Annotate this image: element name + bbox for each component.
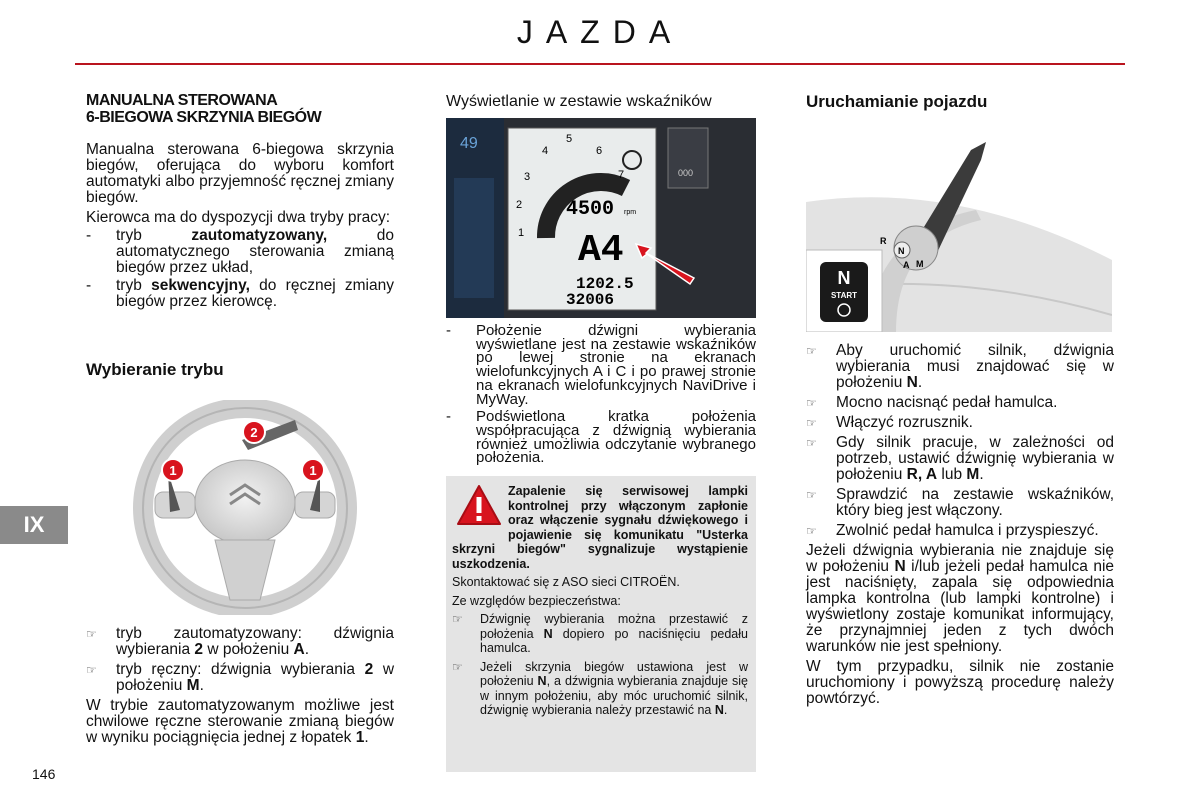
- hand-pointer-icon: ☞: [806, 344, 817, 358]
- gauge-scale-4: 4: [542, 145, 549, 157]
- lever-label-a: A: [903, 260, 910, 270]
- warning-bold-text: Zapalenie się serwisowej lampki kontrolnej przy włączonym zapłonie oraz włączenie sygnału dźwiękowego i pojawienie się komunikatu "Usterka skrzyni biegów" sygnalizuje wystąpienie uszkodzenia.: [452, 484, 748, 571]
- lever-label-r: R: [880, 236, 887, 246]
- mode-item-sequential: - tryb sekwencyjny, do ręcznej zmiany biegów przez kierowcę.: [86, 277, 394, 310]
- wheel-callout-1-left: 1: [169, 463, 177, 478]
- left-panel-number: 49: [460, 135, 478, 152]
- gauge-scale-2: 2: [516, 199, 523, 211]
- wheel-callout-2: 2: [250, 425, 258, 440]
- list-item: ☞ Aby uruchomić silnik, dźwignia wybierania musi znajdować się w położeniu N.: [806, 342, 1114, 391]
- trip-value: 1202.5: [576, 275, 634, 293]
- list-item: ☞ Zwolnić pedał hamulca i przyspieszyć.: [806, 522, 1099, 539]
- column-2-text: [446, 324, 756, 465]
- warning-box: [446, 476, 756, 772]
- list-item: ☞ Mocno nacisnąć pedał hamulca.: [806, 394, 1058, 411]
- gear-indicator: A4: [578, 229, 624, 272]
- modes-paragraph: Kierowca ma do dyspozycji dwa tryby pracy:: [86, 209, 391, 226]
- list-item: ☞ Sprawdzić na zestawie wskaźników, który bieg jest włączony.: [806, 486, 1114, 519]
- display-side-button: 000: [678, 168, 694, 178]
- retry-paragraph: W tym przypadku, silnik nie zostanie uruchomiony i powyższą procedurę należy powtórzyć.: [806, 658, 1114, 707]
- gear-lever-illustration: [806, 140, 1112, 332]
- hand-pointer-icon: ☞: [806, 396, 817, 410]
- hand-pointer-icon: ☞: [806, 524, 817, 538]
- gauge-scale-5: 5: [566, 133, 573, 145]
- start-badge-word: START: [830, 291, 858, 300]
- header-divider: [75, 63, 1125, 65]
- instrument-cluster-display: [446, 118, 756, 318]
- section-title-line2: 6-BIEGOWA SKRZYNIA BIEGÓW: [86, 109, 322, 126]
- gauge-scale-6: 6: [596, 145, 603, 157]
- column-3-text: [806, 343, 1114, 707]
- warning-list-item: ☞ Dźwignię wybierania można przestawić z położenia N dopiero po naciśnięciu pedału hamulca.: [452, 612, 748, 655]
- lever-label-n: N: [898, 246, 905, 256]
- gauge-scale-3: 3: [524, 171, 531, 183]
- warning-content: [452, 484, 748, 718]
- mode-item-automatic: - tryb zautomatyzowany, do automatycznego sterowania zmianą biegów przez układ,: [86, 227, 394, 276]
- lever-label-m: M: [916, 259, 924, 269]
- hand-pointer-icon: ☞: [86, 663, 97, 677]
- wheel-callout-1-right: 1: [309, 463, 317, 478]
- hand-pointer-icon: ☞: [806, 416, 817, 430]
- hand-pointer-icon: ☞: [86, 627, 97, 641]
- chapter-tab[interactable]: IX: [0, 506, 68, 544]
- list-item: ☞ Gdy silnik pracuje, w zależności od potrzeb, ustawić dźwignię wybierania w położeniu R, A lub M.: [806, 434, 1114, 483]
- list-item: ☞ tryb ręczny: dźwignia wybierania 2 w położeniu M.: [86, 661, 395, 694]
- gauge-scale-1: 1: [518, 227, 525, 239]
- section-title-display: Wyświetlanie w zestawie wskaźników: [446, 93, 712, 110]
- section-title-mode-select: Wybieranie trybu: [86, 360, 224, 379]
- rpm-value: 4500: [566, 198, 615, 221]
- warning-contact-text: Skontaktować się z ASO sieci CITROËN.: [452, 575, 680, 589]
- rpm-unit: rpm: [624, 209, 637, 216]
- hand-pointer-icon: ☞: [806, 488, 817, 502]
- steering-wheel-illustration: [120, 400, 370, 615]
- odometer-value: 32006: [566, 291, 615, 309]
- list-item: ☞ tryb zautomatyzowany: dźwignia wybierania 2 w położeniu A.: [86, 625, 394, 658]
- hand-pointer-icon: ☞: [452, 612, 463, 626]
- display-note-item: - Podświetlona kratka położenia współpracująca z dźwignią wybierania również umożliwia odczytanie wybranego położenia.: [446, 408, 756, 467]
- gauge-scale-7: 7: [618, 169, 625, 181]
- paddle-paragraph: W trybie zautomatyzowanym możliwe jest chwilowe ręczne sterowanie zmianą biegów w wyniku pociągnięcia jednej z łopatek 1.: [86, 697, 394, 746]
- start-badge-letter: N: [837, 268, 851, 288]
- intro-paragraph: Manualna sterowana 6-biegowa skrzynia biegów, oferująca do wyboru komfort automatyki albo przyjemność ręcznej zmiany biegów.: [86, 141, 394, 206]
- display-note-item: - Położenie dźwigni wybierania wyświetlane jest na zestawie wskaźników po lewej stronie na ekranach wielofunkcyjnych A i C i po prawej stronie na ekranach wielofunkcyjnych NaviDrive i MyWay.: [446, 322, 756, 408]
- conditions-paragraph: Jeżeli dźwignia wybierania nie znajduje się w położeniu N i/lub jeżeli pedał hamulca nie jest naciśnięty, zapala się odpowiednia lampka kontrolna (lub lampki kontrolne) i wyświetlony zostaje komunikat informujący, że przynajmniej jeden z tych dwóch warunków nie jest spełniony.: [806, 542, 1115, 655]
- hand-pointer-icon: ☞: [452, 659, 463, 674]
- list-item: ☞ Włączyć rozrusznik.: [806, 414, 973, 431]
- column-1-bottom: [86, 626, 394, 746]
- section-title-line1: MANUALNA STEROWANA: [86, 92, 278, 109]
- warning-list-item: ☞ Jeżeli skrzynia biegów ustawiona jest w położeniu N, a dźwignia wybierania znajduje się w innym położeniu, aby móc uruchomić silnik, dźwignię wybierania należy przestawić na N.: [452, 659, 748, 717]
- column-1: [86, 92, 394, 310]
- page-header-title: JAZDA: [516, 14, 684, 50]
- hand-pointer-icon: ☞: [806, 436, 817, 450]
- page-number: 146: [32, 766, 56, 782]
- section-title-start: Uruchamianie pojazdu: [806, 92, 988, 111]
- warning-safety-heading: Ze względów bezpieczeństwa:: [452, 593, 621, 608]
